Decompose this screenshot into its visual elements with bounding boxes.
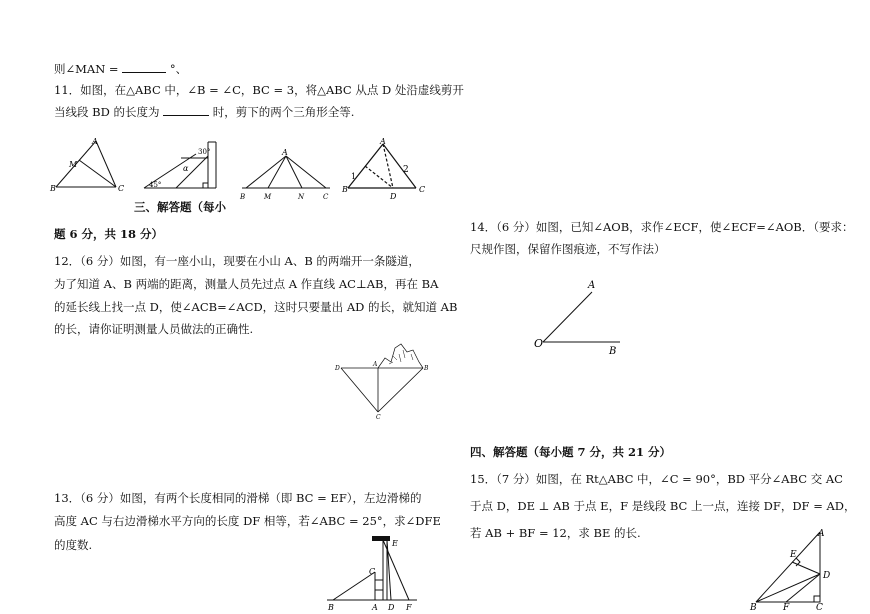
fig-d-label-C: C [419,185,426,194]
q11-text-suffix: 时，剪下的两个三角形全等. [212,105,355,119]
q15-label-A: A [818,529,825,539]
q13-platform [372,536,390,541]
q12-figure [333,340,433,420]
q13-line2: 高度 AC 与右边滑梯水平方向的长度 DF 相等，若∠ABC = 25°，求∠DFE [54,514,441,528]
fig-c-label-C: C [323,193,329,201]
q12-label-B: B [424,365,429,372]
fig-d-label-B: B [342,185,348,194]
q10-text-prefix: 则∠MAN = [54,62,119,76]
q14-label-B: B [609,346,617,357]
q14-label-A: A [588,280,596,291]
fig-b-angle-45: 45° [149,181,162,189]
q10-text-suffix: °、 [169,62,188,76]
fig-b-angle-30: 30° [198,148,211,156]
q11-text-prefix: 当线段 BD 的长度为 [54,105,160,119]
q10-answer-line [54,61,187,76]
figure-a [56,141,116,187]
fig-a-label-C: C [118,184,125,193]
q13-figure [325,534,435,614]
fig-a-label-B: B [50,184,56,193]
fig-c-label-N: N [298,193,305,201]
q13-label-E: E [392,539,398,548]
figure-d [340,136,430,206]
fig-c-label-B: B [240,193,246,201]
fig-d-label-2: 2 [403,165,409,175]
q12-line2: 为了知道 A、B 两端的距离，测量人员先过点 A 作直线 AC⊥AB，再在 BA [54,277,439,291]
section3-heading-part1: 三、解答题（每小 [134,200,226,214]
q14-label-O: O [534,337,544,350]
q10-answer-blank[interactable] [122,61,166,73]
q14-figure [530,280,640,360]
q12-label-D: D [335,365,340,372]
q13-line1: 13．（6 分）如图，有两个长度相同的滑梯（即 BC = EF），左边滑梯的 [54,491,422,505]
q12-label-A: A [373,361,378,368]
fig-b-alpha: α [183,164,189,173]
fig-a-label-A: A [92,137,98,146]
q15-label-B: B [750,603,757,613]
q15-figure [748,526,838,612]
q12-line1: 12．（6 分）如图，有一座小山，现要在小山 A、B 的两端开一条隧道， [54,254,420,268]
q11-figures [46,136,376,206]
section4-heading: 四、解答题（每小题 7 分，共 21 分） [470,445,672,459]
q11-line1: 11．如图，在△ABC 中，∠B = ∠C，BC = 3，将△ABC 从点 D 处沿虚线剪开 [54,83,464,97]
q13-label-A: A [372,603,378,612]
fig-a-label-M: M [69,160,78,169]
q11-answer-blank[interactable] [163,104,209,116]
fig-d-label-D: D [390,192,397,201]
fig-d-label-A: A [380,137,386,146]
q13-label-C: C [369,567,376,576]
q15-line1: 15．（7 分）如图，在 Rt△ABC 中，∠C = 90°，BD 平分∠ABC 交 AC [470,472,843,486]
q12-label-C: C [376,414,381,421]
q15-label-C: C [816,603,823,613]
q12-line4: 的长，请你证明测量人员做法的正确性. [54,322,254,336]
q13-label-B: B [328,603,334,612]
q13-label-D: D [388,603,395,612]
q15-line3: 若 AB + BF = 12，求 BE 的长. [470,526,641,540]
q12-line3: 的延长线上找一点 D，使∠ACB=∠ACD，这时只要量出 AD 的长，就知道 AB [54,300,458,314]
q14-line2: 尺规作图，保留作图痕迹，不写作法） [470,242,666,256]
q11-line2 [54,104,354,119]
figure-c [242,156,330,188]
q13-label-F: F [406,603,412,612]
q13-line3: 的度数. [54,538,93,552]
section3-heading-part2: 题 6 分，共 18 分） [54,227,164,241]
fig-c-label-A: A [282,148,288,157]
q14-line1: 14．（6 分）如图，已知∠AOB，求作∠ECF，使∠ECF=∠AOB．（要求： [470,220,854,234]
fig-d-label-1: 1 [351,172,357,181]
q15-label-E: E [790,550,797,560]
fig-c-label-M: M [264,193,272,201]
q15-label-D: D [823,571,831,581]
q15-label-F: F [783,603,790,613]
q15-line2: 于点 D，DE ⊥ AB 于点 E，F 是线段 BC 上一点，连接 DF，DF = AD， [470,499,856,513]
